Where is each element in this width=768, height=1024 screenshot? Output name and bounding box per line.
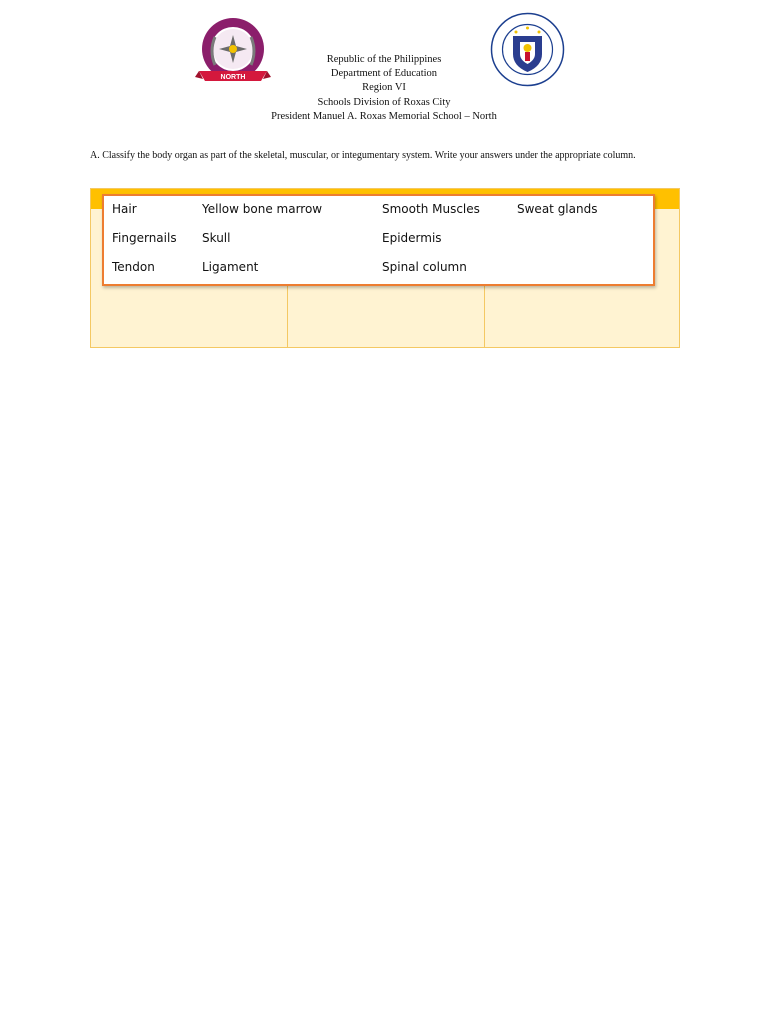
word-item: Yellow bone marrow xyxy=(202,202,323,216)
word-item: Ligament xyxy=(202,260,259,274)
word-item: Smooth Muscles xyxy=(382,202,480,216)
letterhead-division: Schools Division of Roxas City xyxy=(317,96,451,108)
letterhead-department: Department of Education xyxy=(330,68,438,80)
letterhead-school: President Manuel A. Roxas Memorial School – North xyxy=(271,110,497,122)
word-item: Epidermis xyxy=(382,231,442,245)
instruction-text: A. Classify the body organ as part of the skeletal, muscular, or integumentary system. Write your answers under the appropriate column. xyxy=(90,150,636,161)
word-bank xyxy=(102,194,655,286)
word-item: Skull xyxy=(202,231,231,245)
letterhead xyxy=(200,53,568,124)
letterhead-region: Region VI xyxy=(362,82,406,94)
logo-ribbon-text: NORTH xyxy=(220,74,246,81)
letterhead-country: Republic of the Philippines xyxy=(326,54,442,65)
word-item: Sweat glands xyxy=(517,202,598,216)
word-item: Tendon xyxy=(112,260,155,274)
word-item: Hair xyxy=(112,202,137,216)
word-item: Fingernails xyxy=(112,231,177,245)
word-item: Spinal column xyxy=(382,260,467,274)
